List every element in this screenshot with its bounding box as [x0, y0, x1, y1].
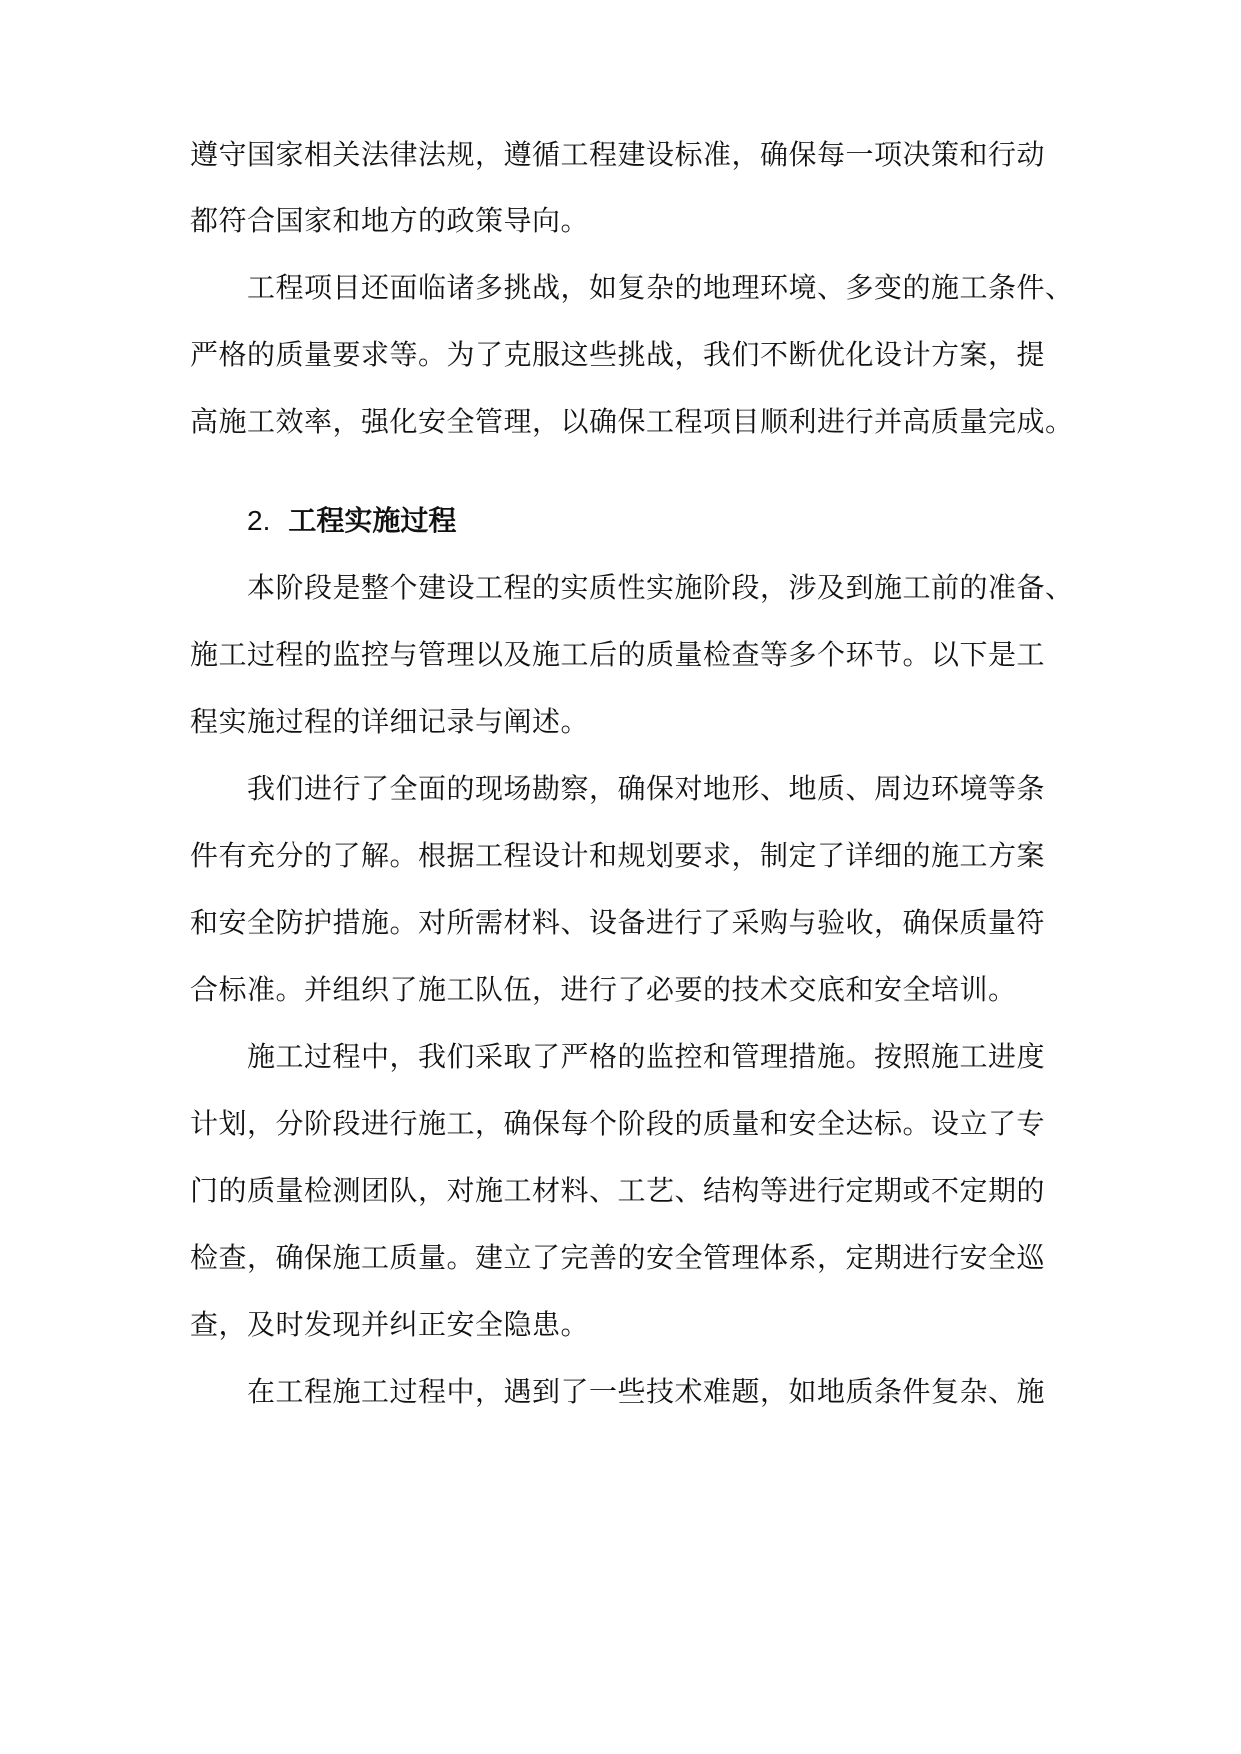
- paragraph-3-line-2: 施工过程的监控与管理以及施工后的质量检查等多个环节。以下是工: [190, 638, 1046, 671]
- paragraph-2-line-1: 工程项目还面临诸多挑战，如复杂的地理环境、多变的施工条件、: [247, 271, 1074, 304]
- paragraph-5-line-5: 查，及时发现并纠正安全隐患。: [190, 1308, 590, 1341]
- section-heading: [247, 503, 456, 539]
- section-heading-text: 工程实施过程: [288, 504, 457, 537]
- paragraph-3-line-1: 本阶段是整个建设工程的实质性实施阶段，涉及到施工前的准备、: [247, 571, 1074, 604]
- paragraph-4-line-1: 我们进行了全面的现场勘察，确保对地形、地质、周边环境等条: [247, 772, 1046, 805]
- paragraph-5-line-4: 检查，确保施工质量。建立了完善的安全管理体系，定期进行安全巡: [190, 1241, 1046, 1274]
- paragraph-3-line-3: 程实施过程的详细记录与阐述。: [190, 705, 590, 738]
- paragraph-5-line-2: 计划，分阶段进行施工，确保每个阶段的质量和安全达标。设立了专: [190, 1107, 1046, 1140]
- paragraph-5-line-1: 施工过程中，我们采取了严格的监控和管理措施。按照施工进度: [247, 1040, 1046, 1073]
- paragraph-5-line-3: 门的质量检测团队，对施工材料、工艺、结构等进行定期或不定期的: [190, 1174, 1046, 1207]
- paragraph-1-line-1: 遵守国家相关法律法规，遵循工程建设标准，确保每一项决策和行动: [190, 138, 1046, 171]
- paragraph-2-line-2: 严格的质量要求等。为了克服这些挑战，我们不断优化设计方案，提: [190, 338, 1046, 371]
- paragraph-6-line-1: 在工程施工过程中，遇到了一些技术难题，如地质条件复杂、施: [247, 1375, 1046, 1408]
- paragraph-4-line-3: 和安全防护措施。对所需材料、设备进行了采购与验收，确保质量符: [190, 906, 1046, 939]
- paragraph-4-line-4: 合标准。并组织了施工队伍，进行了必要的技术交底和安全培训。: [190, 973, 1017, 1006]
- paragraph-2-line-3: 高施工效率，强化安全管理，以确保工程项目顺利进行并高质量完成。: [190, 405, 1074, 438]
- paragraph-1-line-2: 都符合国家和地方的政策导向。: [190, 204, 590, 237]
- paragraph-4-line-2: 件有充分的了解。根据工程设计和规划要求，制定了详细的施工方案: [190, 839, 1046, 872]
- section-heading-number: 2.: [247, 505, 271, 536]
